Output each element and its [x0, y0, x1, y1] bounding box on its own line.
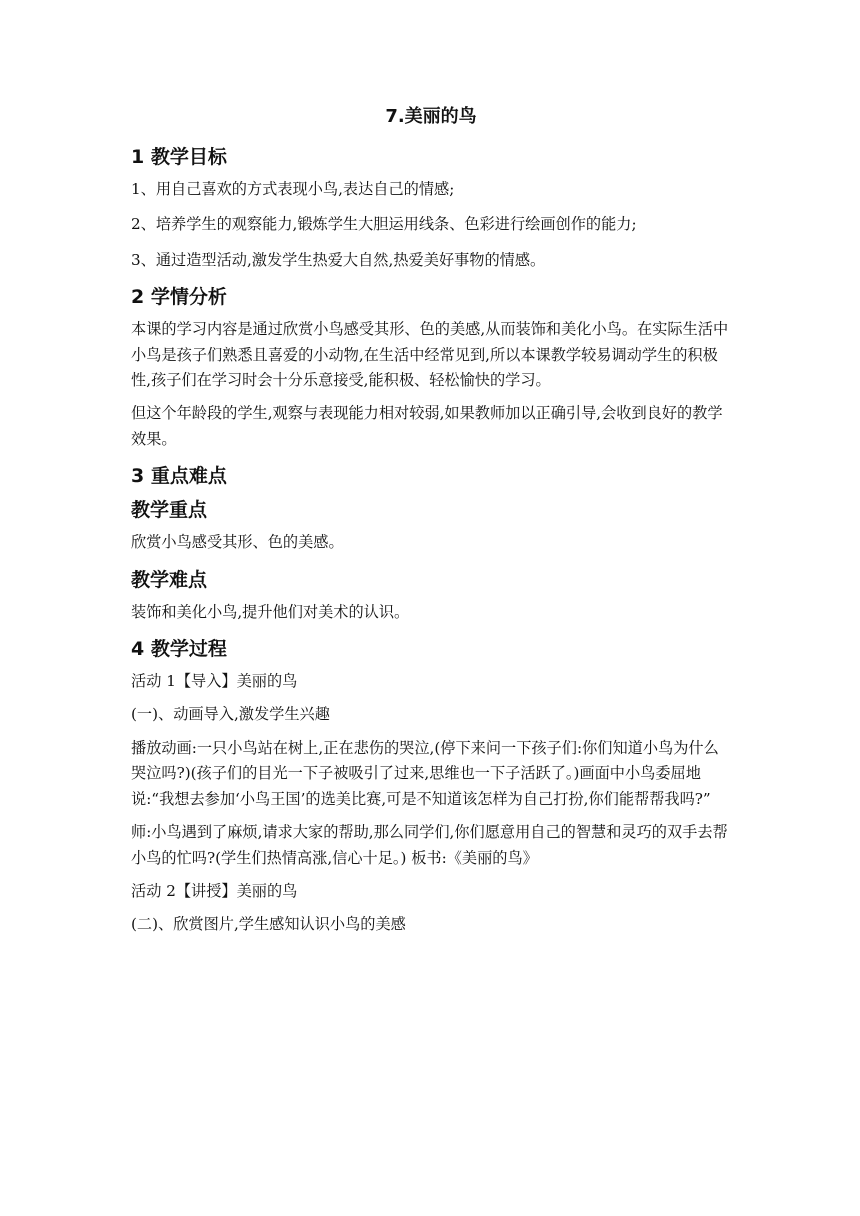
objective-item: 1、用自己喜欢的方式表现小鸟,表达自己的情感; [131, 180, 455, 198]
objective-item: 2、培养学生的观察能力,锻炼学生大胆运用线条、色彩进行绘画创作的能力; [131, 215, 637, 234]
objectives-list [131, 177, 731, 273]
analysis-paragraph: 本课的学习内容是通过欣赏小鸟感受其形、色的美感,从而装饰和美化小鸟。在实际生活中小鸟是孩子们熟悉且喜爱的小动物,在生活中经常见到,所以本课教学较易调动学生的积极性,孩子们在学习时会十分乐意接受,能积极、轻松愉快的学习。 [131, 320, 729, 390]
process-paragraph: (一)、动画导入,激发学生兴趣 [131, 705, 330, 724]
subsection-heading-difficulty: 教学难点 [131, 568, 208, 591]
document-body [131, 103, 731, 946]
section-heading-objectives: 1 教学目标 [131, 146, 227, 168]
process-paragraph: 活动 2【讲授】美丽的鸟 [131, 881, 298, 900]
difficulty-paragraph: 装饰和美化小鸟,提升他们对美术的认识。 [131, 602, 410, 621]
section-heading-key-points: 3 重点难点 [131, 465, 227, 488]
subsection-heading-focus: 教学重点 [131, 499, 208, 522]
process-paragraph: 师:小鸟遇到了麻烦,请求大家的帮助,那么同学们,你们愿意用自己的智慧和灵巧的双手去帮小鸟的忙吗?(学生们热情高涨,信心十足。) 板书:《美丽的鸟》 [131, 823, 728, 867]
document-title: 7.美丽的鸟 [385, 106, 477, 127]
analysis-paragraph: 但这个年龄段的学生,观察与表现能力相对较弱,如果教师加以正确引导,会收到良好的教学效果。 [131, 404, 723, 448]
process-paragraph: (二)、欣赏图片,学生感知认识小鸟的美感 [131, 915, 406, 934]
process-paragraph: 活动 1【导入】美丽的鸟 [131, 672, 298, 691]
focus-paragraph: 欣赏小鸟感受其形、色的美感。 [131, 533, 344, 552]
objective-item: 3、通过造型活动,激发学生热爱大自然,热爱美好事物的情感。 [131, 250, 546, 269]
process-paragraph: 播放动画:一只小鸟站在树上,正在悲伤的哭泣,(停下来问一下孩子们:你们知道小鸟为什么哭泣吗?)(孩子们的目光一下子被吸引了过来,思维也一下子活跃了。)画面中小鸟委屈地说:“我想去参加‘小鸟王国’的选美比赛,可是不知道该怎样为自己打扮,你们能帮帮我吗?” [131, 738, 719, 808]
section-heading-analysis: 2 学情分析 [131, 286, 227, 309]
section-heading-process: 4 教学过程 [131, 638, 227, 661]
